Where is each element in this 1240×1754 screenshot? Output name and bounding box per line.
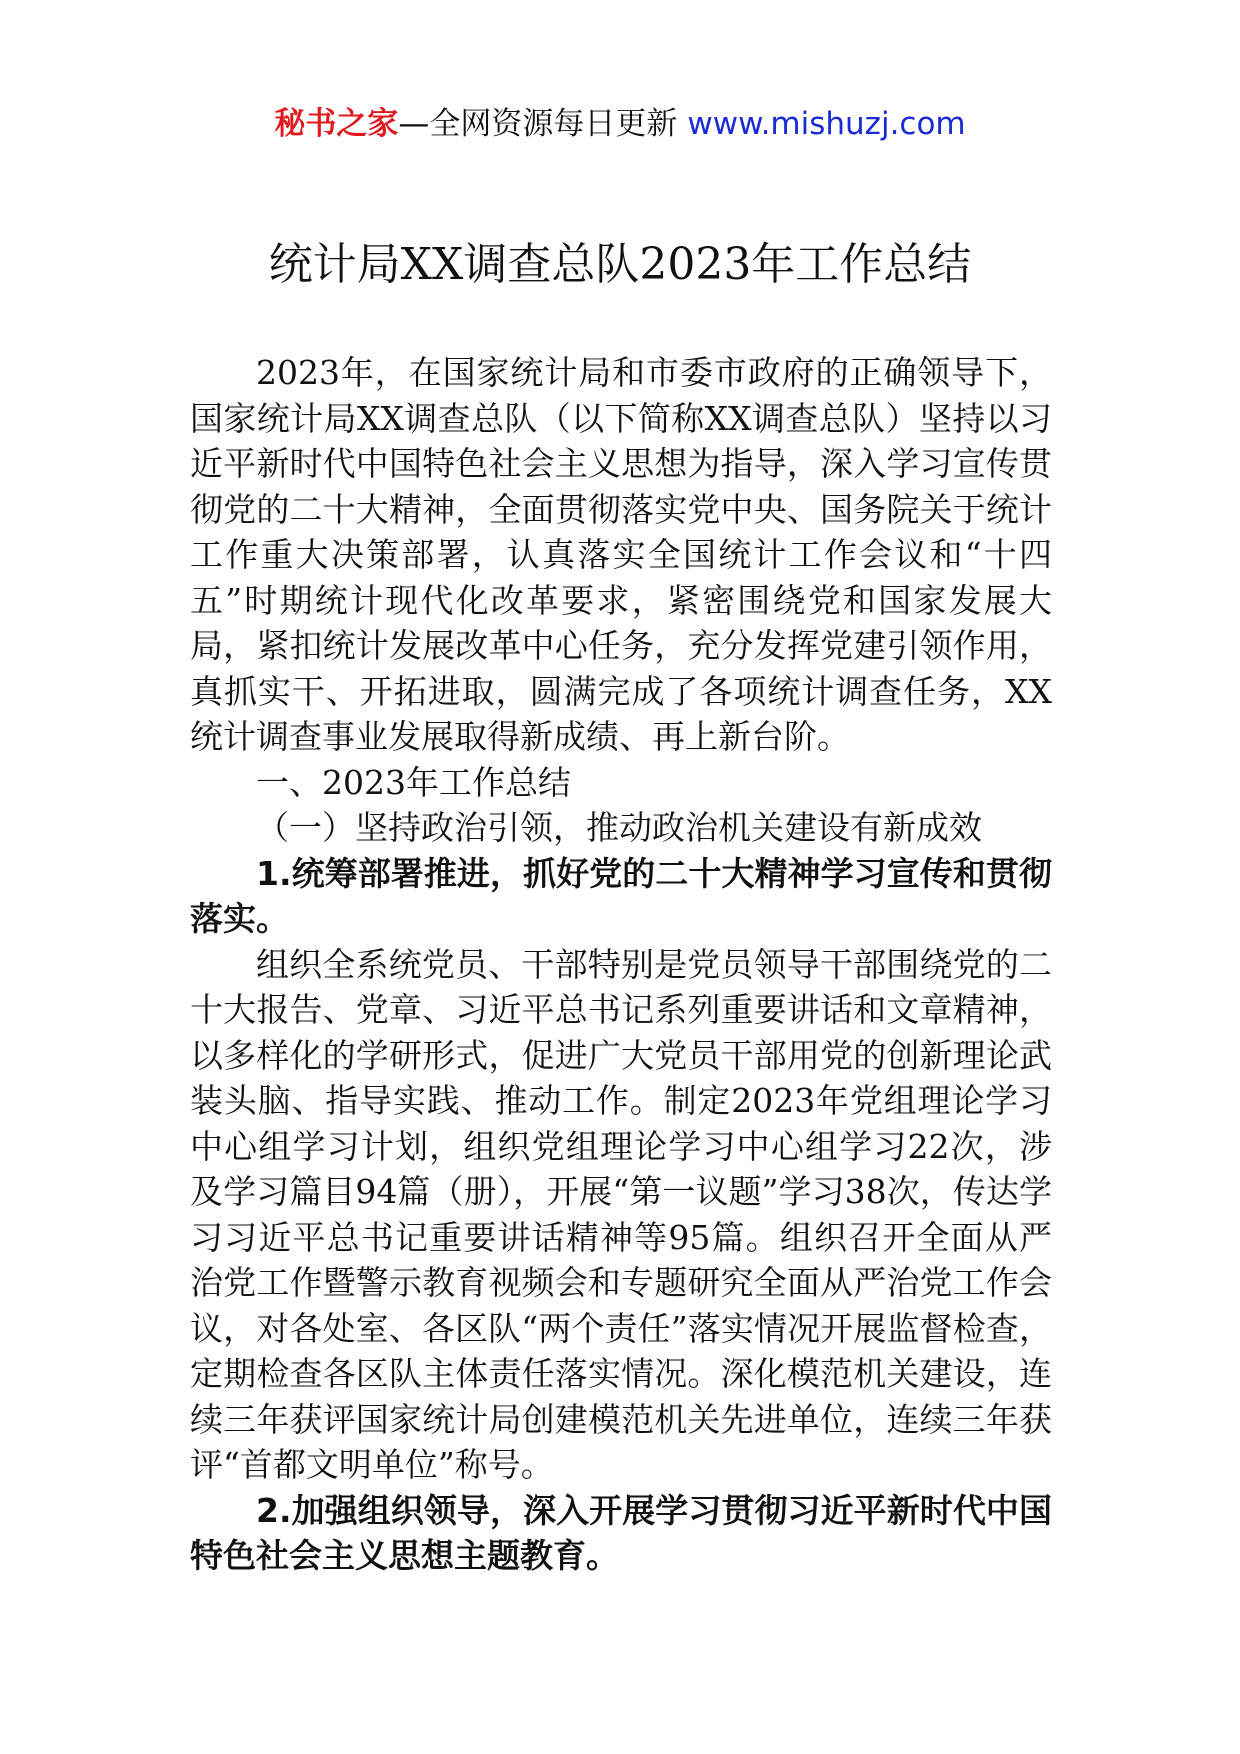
item-body-1: 组织全系统党员、干部特别是党员领导干部围绕党的二十大报告、党章、习近平总书记系列重要讲话和文章精神，以多样化的学研形式，促进广大党员干部用党的创新理论武装头脑、指导实践、推动工作。制定2023年党组理论学习中心组学习计划，组织党组理论学习中心组学习22次，涉及学习篇目94篇（册），开展“第一议题”学习38次，传达学习习近平总书记重要讲话精神等95篇。组织召开全面从严治党工作暨警示教育视频会和专题研究全面从严治党工作会议，对各处室、各区队“两个责任”落实情况开展监督检查，定期检查各区队主体责任落实情况。深化模范机关建设，连续三年获评国家统计局创建模范机关先进单位，连续三年获评“首都文明单位”称号。 — [190, 944, 1052, 1484]
site-tagline: —全网资源每日更新 — [398, 106, 678, 142]
intro-paragraph: 2023年，在国家统计局和市委市政府的正确领导下，国家统计局XX调查总队（以下简称XX调查总队）坚持以习近平新时代中国特色社会主义思想为指导，深入学习宣传贯彻党的二十大精神，全面贯彻落实党中央、国务院关于统计工作重大决策部署，认真落实全国统计工作会议和“十四五”时期统计现代化改革要求，紧密围绕党和国家发展大局，紧扣统计发展改革中心任务，充分发挥党建引领作用，真抓实干、开拓进取，圆满完成了各项统计调查任务，XX统计调查事业发展取得新成绩、再上新台阶。 — [190, 353, 1052, 756]
site-header — [0, 100, 1240, 148]
site-url-link[interactable]: www.mishuzj.com — [687, 106, 966, 142]
section-heading: 一、2023年工作总结 — [256, 762, 571, 802]
item-heading-2: 2.加强组织领导，深入开展学习贯彻习近平新时代中国特色社会主义思想主题教育。 — [190, 1490, 1052, 1575]
document-title: 统计局XX调查总队2023年工作总结 — [268, 239, 972, 290]
subsection-heading: （一）坚持政治引领，推动政治机关建设有新成效 — [256, 808, 982, 847]
document-body — [190, 350, 1052, 1579]
item-heading-1: 1.统筹部署推进，抓好党的二十大精神学习宣传和贯彻落实。 — [190, 853, 1052, 938]
site-brand: 秘书之家 — [274, 106, 399, 142]
